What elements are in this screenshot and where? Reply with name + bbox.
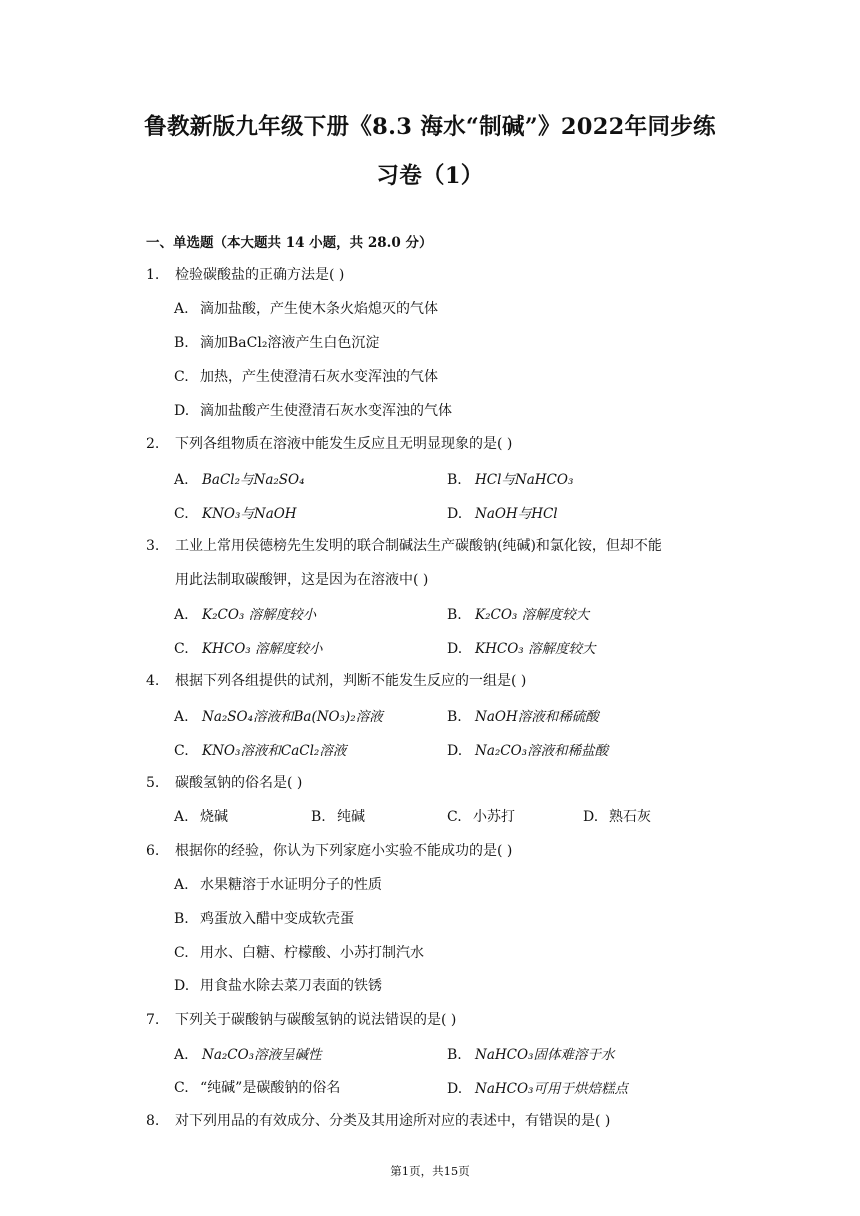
question-stem: 根据你的经验，你认为下列家庭小实验不能成功的是( ): [175, 843, 513, 859]
question-8: 8. 对下列用品的有效成分、分类及其用途所对应的表述中，有错误的是( ): [146, 1113, 611, 1129]
option-6a: A. 水果糖溶于水证明分子的性质: [174, 877, 382, 893]
question-stem: 碳酸氢钠的俗名是( ): [175, 775, 303, 791]
question-stem: 对下列用品的有效成分、分类及其用途所对应的表述中，有错误的是( ): [175, 1113, 611, 1129]
option-6d: D. 用食盐水除去菜刀表面的铁锈: [174, 978, 382, 994]
question-6: 6. 根据你的经验，你认为下列家庭小实验不能成功的是( ): [146, 843, 513, 859]
question-1: 1. 检验碳酸盐的正确方法是( ): [146, 267, 345, 283]
option-4a: A. Na₂SO₄溶液和Ba(NO₃)₂溶液: [174, 709, 383, 725]
question-4: 4. 根据下列各组提供的试剂，判断不能发生反应的一组是( ): [146, 673, 527, 689]
question-stem: 工业上常用侯德榜先生发明的联合制碱法生产碳酸钠(纯碱)和氯化铵，但却不能: [175, 538, 662, 554]
option-7c: C. “纯碱”是碳酸钠的俗名: [174, 1080, 341, 1096]
option-5b: B. 纯碱: [311, 809, 365, 825]
question-2: 2. 下列各组物质在溶液中能发生反应且无明显现象的是( ): [146, 436, 513, 452]
question-stem: 下列关于碳酸钠与碳酸氢钠的说法错误的是( ): [175, 1012, 457, 1028]
option-4d: D. Na₂CO₃溶液和稀盐酸: [447, 743, 609, 759]
question-3-cont: 用此法制取碳酸钾，这是因为在溶液中( ): [175, 572, 429, 588]
option-1c: C. 加热，产生使澄清石灰水变浑浊的气体: [174, 369, 438, 385]
option-7b: B. NaHCO₃固体难溶于水: [447, 1047, 615, 1063]
option-4b: B. NaOH溶液和稀硫酸: [447, 709, 599, 725]
option-3c: C. KHCO₃ 溶解度较小: [174, 641, 323, 657]
option-5d: D. 熟石灰: [583, 809, 651, 825]
option-3a: A. K₂CO₃ 溶解度较小: [174, 607, 317, 623]
question-5: 5. 碳酸氢钠的俗名是( ): [146, 775, 303, 791]
option-5a: A. 烧碱: [174, 809, 228, 825]
question-3: 3. 工业上常用侯德榜先生发明的联合制碱法生产碳酸钠(纯碱)和氯化铵，但却不能: [146, 538, 662, 554]
section-heading: 一、单选题（本大题共 14 小题，共 28.0 分）: [146, 235, 433, 251]
page-footer: 第1页，共15页: [390, 1164, 470, 1178]
option-1d: D. 滴加盐酸产生使澄清石灰水变浑浊的气体: [174, 403, 452, 419]
option-1a: A. 滴加盐酸，产生使木条火焰熄灭的气体: [174, 301, 438, 317]
option-6c: C. 用水、白糖、柠檬酸、小苏打制汽水: [174, 945, 424, 961]
option-2c: C. KNO₃与NaOH: [174, 506, 297, 522]
option-5c: C. 小苏打: [447, 809, 515, 825]
document-title: [90, 103, 770, 201]
option-7a: A. Na₂CO₃溶液呈碱性: [174, 1047, 322, 1063]
question-stem: 检验碳酸盐的正确方法是( ): [175, 267, 345, 283]
option-4c: C. KNO₃溶液和CaCl₂溶液: [174, 743, 347, 759]
option-2b: B. HCl与NaHCO₃: [447, 472, 574, 488]
question-stem: 下列各组物质在溶液中能发生反应且无明显现象的是( ): [175, 436, 513, 452]
option-6b: B. 鸡蛋放入醋中变成软壳蛋: [174, 911, 354, 927]
option-7d: D. NaHCO₃可用于烘焙糕点: [447, 1081, 628, 1097]
title-line-2: 习卷（1）: [376, 163, 484, 189]
option-3d: D. KHCO₃ 溶解度较大: [447, 641, 596, 657]
title-line-1: 鲁教新版九年级下册《8.3 海水“制碱”》2022年同步练: [144, 114, 716, 140]
question-stem: 根据下列各组提供的试剂，判断不能发生反应的一组是( ): [175, 673, 527, 689]
option-1b: B. 滴加BaCl₂溶液产生白色沉淀: [174, 335, 380, 351]
option-2d: D. NaOH与HCl: [447, 506, 558, 522]
option-3b: B. K₂CO₃ 溶解度较大: [447, 607, 590, 623]
question-7: 7. 下列关于碳酸钠与碳酸氢钠的说法错误的是( ): [146, 1012, 457, 1028]
option-2a: A. BaCl₂与Na₂SO₄: [174, 472, 305, 488]
